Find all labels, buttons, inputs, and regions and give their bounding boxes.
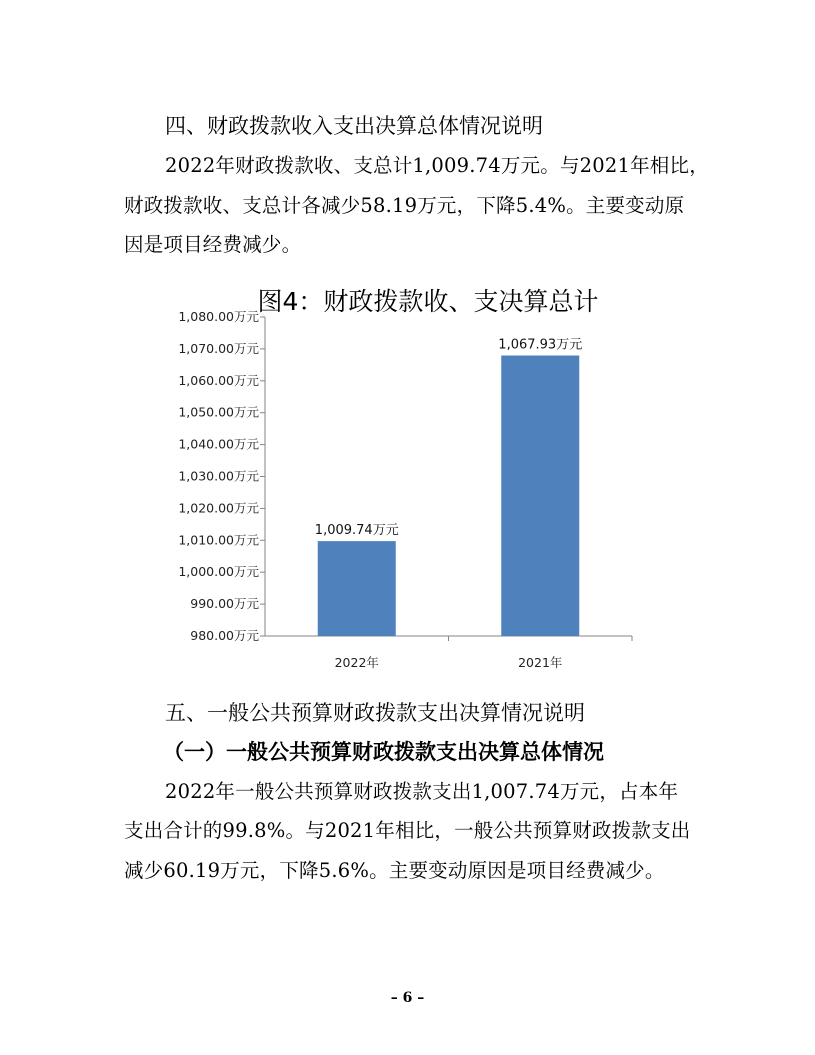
chart-title: 图4：财政拨款收、支决算总计 [257, 287, 599, 316]
section-5-paragraph-line-1: 2022年一般公共预算财政拨款支出1,007.74万元，占本年 [165, 780, 679, 803]
section-5-heading: 五、一般公共预算财政拨款支出决算情况说明 [165, 701, 585, 725]
section-4-paragraph-line-1: 2022年财政拨款收、支总计1,009.74万元。与2021年相比， [165, 154, 709, 177]
page-number: – 6 – [390, 990, 425, 1006]
bar-chart [0, 280, 815, 680]
section-5-paragraph-line-3: 减少60.19万元，下降5.6%。主要变动原因是项目经费减少。 [124, 859, 665, 882]
y-tick-label: 1,070.00万元 [178, 340, 259, 356]
bar-data-label: 1,067.93万元 [498, 337, 583, 353]
bar-1 [318, 541, 396, 636]
x-tick-label: 2021年 [518, 655, 563, 670]
y-tick-label: 1,000.00万元 [178, 564, 259, 580]
y-tick-label: 1,040.00万元 [178, 436, 259, 452]
y-tick-label: 980.00万元 [190, 628, 259, 643]
y-tick-label: 990.00万元 [190, 596, 259, 612]
section-4-paragraph-line-3: 因是项目经费减少。 [124, 233, 302, 256]
bar-2 [501, 356, 579, 636]
section-5-subheading: （一）一般公共预算财政拨款支出决算总体情况 [163, 740, 604, 764]
y-tick-label: 1,010.00万元 [178, 532, 259, 548]
y-tick-label: 1,080.00万元 [178, 309, 259, 324]
y-tick-label: 1,020.00万元 [178, 500, 259, 516]
y-tick-label: 1,030.00万元 [178, 468, 259, 484]
x-tick-label: 2022年 [334, 655, 379, 670]
section-5-paragraph-line-2: 支出合计的99.8%。与2021年相比，一般公共预算财政拨款支出 [124, 819, 691, 842]
y-tick-label: 1,050.00万元 [178, 404, 259, 420]
bar-data-label: 1,009.74万元 [314, 523, 399, 539]
section-4-heading: 四、财政拨款收入支出决算总体情况说明 [165, 114, 543, 138]
section-4-paragraph-line-2: 财政拨款收、支总计各减少58.19万元，下降5.4%。主要变动原 [124, 194, 685, 217]
y-tick-label: 1,060.00万元 [178, 372, 259, 388]
